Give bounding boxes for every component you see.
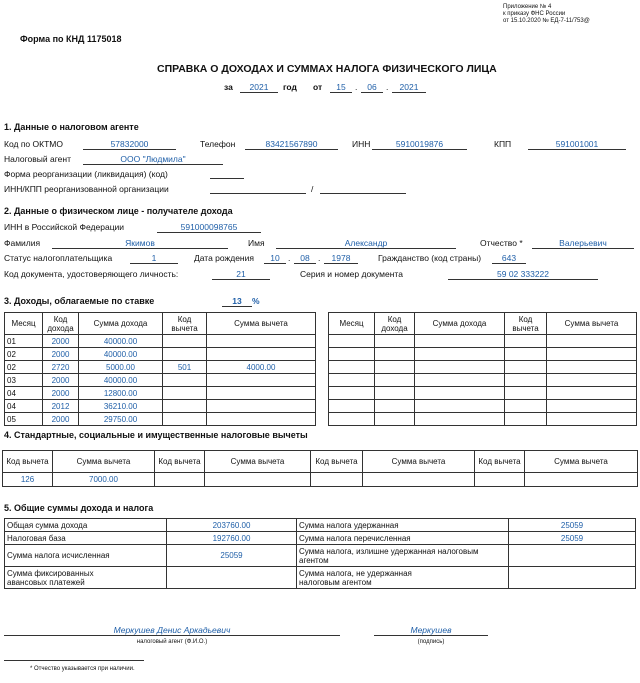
signature-caption: (подпись): [417, 639, 445, 645]
kpp-label: КПП: [494, 139, 512, 149]
cell-empty: [375, 413, 415, 426]
cell-empty: [415, 361, 505, 374]
cell-empty: [505, 374, 547, 387]
tax-rate-percent: %: [252, 296, 260, 306]
agent-fio-value: Меркушев Денис Аркадьевич: [4, 625, 340, 636]
cell-empty: [415, 335, 505, 348]
surname-value: Якимов: [52, 238, 228, 249]
cell-month: 03: [5, 374, 43, 387]
cell-deduction-code: 501: [163, 361, 207, 374]
fixed-advance-label-line: авансовых платежей: [7, 577, 85, 587]
income-table-left: [4, 312, 316, 426]
table-row: [5, 387, 316, 400]
table-row: [329, 335, 637, 348]
status-label: Статус налогоплательщика: [4, 253, 113, 263]
cell-income-code: 2000: [43, 348, 79, 361]
dob-dot: .: [288, 253, 291, 263]
col-deduction-sum: Сумма вычета: [363, 451, 475, 473]
cell-deduction-sum: [207, 335, 316, 348]
col-income-code: Код дохода: [43, 313, 79, 335]
cell-deduction-sum: 7000.00: [53, 473, 155, 487]
dob-dot: .: [318, 253, 321, 263]
table-row: [5, 374, 316, 387]
form-code: Форма по КНД 1175018: [20, 34, 122, 44]
phone-value: 83421567890: [245, 139, 338, 150]
cell-empty: [547, 374, 637, 387]
excess-tax-value: [509, 545, 636, 567]
excess-tax-label-line: агентом: [299, 555, 329, 565]
section5-title: 5. Общие суммы дохода и налога: [4, 503, 154, 513]
tax-withheld-value: 25059: [509, 519, 636, 532]
table-row: [329, 374, 637, 387]
not-withheld-value: [509, 567, 636, 589]
cell-empty: [329, 400, 375, 413]
cell-month: 05: [5, 413, 43, 426]
cell-empty: [505, 335, 547, 348]
cell-income-code: 2720: [43, 361, 79, 374]
citizenship-label: Гражданство (код страны): [378, 253, 482, 263]
report-year: 2021: [240, 82, 278, 93]
not-withheld-label-line: налоговым агентом: [299, 577, 372, 587]
tax-paid-label: Сумма налога перечисленная: [297, 532, 509, 545]
table-row: [329, 348, 637, 361]
appendix-note: [503, 4, 590, 25]
cell-deduction-code: [163, 387, 207, 400]
appendix-line: к приказу ФНС России: [503, 11, 566, 17]
cell-empty: [547, 387, 637, 400]
cell-empty: [547, 361, 637, 374]
agent-fio-caption: налоговый агент (Ф.И.О.): [136, 639, 208, 645]
col-deduction-code: Код вычета: [163, 313, 207, 335]
fixed-advance-label-line: Сумма фиксированных: [7, 568, 94, 578]
col-income-sum: Сумма дохода: [415, 313, 505, 335]
fixed-advance-label: [5, 567, 167, 589]
doc-code-label: Код документа, удостоверяющего личность:: [4, 269, 179, 279]
person-inn-label: ИНН в Российской Федерации: [4, 222, 125, 232]
cell-empty: [155, 473, 205, 487]
reorg-inn-label: ИНН/КПП реорганизованной организации: [4, 184, 169, 194]
oktmo-value: 57832000: [83, 139, 176, 150]
cell-empty: [505, 361, 547, 374]
cell-empty: [329, 387, 375, 400]
cell-empty: [547, 400, 637, 413]
cell-empty: [525, 473, 638, 487]
god-label: год: [283, 82, 297, 92]
footnote: * Отчество указывается при наличии.: [30, 666, 135, 672]
col-month: Месяц: [329, 313, 375, 335]
total-income-label: Общая сумма дохода: [5, 519, 167, 532]
income-table-right: [328, 312, 637, 426]
totals-table: [4, 518, 636, 589]
dob-year: 1978: [324, 253, 358, 264]
patronymic-label-text: Отчество: [480, 238, 517, 248]
cell-income-sum: 5000.00: [79, 361, 163, 374]
col-income-sum: Сумма дохода: [79, 313, 163, 335]
cell-deduction-sum: [207, 387, 316, 400]
col-deduction-sum: Сумма вычета: [547, 313, 637, 335]
cell-empty: [415, 413, 505, 426]
reorg-inn-line: [210, 184, 306, 194]
cell-deduction-code: [163, 400, 207, 413]
cell-empty: [505, 413, 547, 426]
table-row: [5, 400, 316, 413]
reorg-label: Форма реорганизации (ликвидация) (код): [4, 169, 168, 179]
cell-empty: [415, 400, 505, 413]
cell-deduction-code: 126: [3, 473, 53, 487]
agent-inn-label: ИНН: [352, 139, 371, 149]
cell-empty: [475, 473, 525, 487]
reorg-kpp-line: [320, 184, 406, 194]
cell-deduction-sum: 4000.00: [207, 361, 316, 374]
cell-empty: [547, 335, 637, 348]
cell-empty: [329, 374, 375, 387]
doc-code-value: 21: [212, 269, 270, 280]
cell-deduction-code: [163, 348, 207, 361]
section3-title: 3. Доходы, облагаемые по ставке: [4, 296, 155, 306]
cell-empty: [375, 361, 415, 374]
doc-num-label: Серия и номер документа: [300, 269, 403, 279]
cell-empty: [375, 387, 415, 400]
col-deduction-code: Код вычета: [311, 451, 363, 473]
cell-empty: [329, 361, 375, 374]
kpp-value: 591001001: [528, 139, 626, 150]
tax-base-value: 192760.00: [167, 532, 297, 545]
reorg-value-line: [210, 169, 244, 179]
cell-deduction-code: [163, 413, 207, 426]
col-deduction-sum: Сумма вычета: [205, 451, 311, 473]
cell-empty: [505, 387, 547, 400]
section2-title: 2. Данные о физическом лице - получателе дохода: [4, 206, 233, 216]
cell-deduction-code: [163, 374, 207, 387]
name-value: Александр: [276, 238, 456, 249]
dob-label: Дата рождения: [194, 253, 254, 263]
table-row: [329, 387, 637, 400]
cell-income-sum: 12800.00: [79, 387, 163, 400]
cell-empty: [415, 374, 505, 387]
tax-rate-value: 13: [222, 296, 252, 307]
cell-empty: [329, 413, 375, 426]
tax-paid-value: 25059: [509, 532, 636, 545]
cell-income-sum: 40000.00: [79, 374, 163, 387]
table-row: [329, 413, 637, 426]
agent-value: ООО "Людмила": [83, 154, 223, 165]
table-row: [329, 400, 637, 413]
cell-month: 02: [5, 361, 43, 374]
section4-title: 4. Стандартные, социальные и имущественные налоговые вычеты: [4, 430, 308, 440]
citizenship-value: 643: [492, 253, 526, 264]
cell-empty: [375, 335, 415, 348]
cell-income-sum: 29750.00: [79, 413, 163, 426]
reorg-slash: /: [311, 184, 314, 194]
col-month: Месяц: [5, 313, 43, 335]
cell-income-sum: 40000.00: [79, 335, 163, 348]
cell-month: 04: [5, 387, 43, 400]
cell-empty: [415, 387, 505, 400]
col-deduction-code: Код вычета: [505, 313, 547, 335]
cell-empty: [505, 348, 547, 361]
cell-deduction-sum: [207, 400, 316, 413]
table-row: [3, 473, 638, 487]
not-withheld-label-line: Сумма налога, не удержанная: [299, 568, 412, 578]
cell-income-code: 2000: [43, 413, 79, 426]
table-row: [5, 335, 316, 348]
cell-income-code: 2000: [43, 387, 79, 400]
footnote-divider: [4, 660, 144, 661]
col-deduction-sum: Сумма вычета: [525, 451, 638, 473]
cell-income-code: 2000: [43, 374, 79, 387]
excess-tax-label: [297, 545, 509, 567]
cell-empty: [375, 374, 415, 387]
cell-deduction-sum: [207, 348, 316, 361]
agent-inn-value: 5910019876: [372, 139, 467, 150]
col-deduction-code: Код вычета: [155, 451, 205, 473]
tax-base-label: Налоговая база: [5, 532, 167, 545]
name-label: Имя: [248, 238, 265, 248]
person-inn-value: 591000098765: [157, 222, 261, 233]
appendix-line: Приложение № 4: [503, 4, 552, 10]
cell-empty: [375, 348, 415, 361]
col-deduction-code: Код вычета: [3, 451, 53, 473]
tax-calc-label: Сумма налога исчисленная: [5, 545, 167, 567]
date-day: 15: [330, 82, 352, 93]
ot-label: от: [313, 82, 323, 92]
signature-value: Меркушев: [374, 625, 488, 636]
cell-empty: [205, 473, 311, 487]
table-row: [329, 361, 637, 374]
cell-empty: [547, 348, 637, 361]
fixed-advance-value: [167, 567, 297, 589]
surname-label: Фамилия: [4, 238, 41, 248]
phone-label: Телефон: [200, 139, 236, 149]
cell-deduction-sum: [207, 374, 316, 387]
page-title: СПРАВКА О ДОХОДАХ И СУММАХ НАЛОГА ФИЗИЧЕСКОГО ЛИЦА: [157, 63, 497, 75]
col-deduction-sum: Сумма вычета: [207, 313, 316, 335]
date-dot: .: [386, 82, 389, 92]
doc-num-value: 59 02 333222: [448, 269, 598, 280]
cell-empty: [547, 413, 637, 426]
table-row: [5, 361, 316, 374]
date-dot: .: [355, 82, 358, 92]
excess-tax-label-line: Сумма налога, излишне удержанная налоговым: [299, 546, 479, 556]
table-row: [5, 348, 316, 361]
cell-month: 02: [5, 348, 43, 361]
date-year: 2021: [392, 82, 426, 93]
cell-empty: [329, 335, 375, 348]
deductions-table: [2, 450, 638, 487]
cell-empty: [363, 473, 475, 487]
date-month: 06: [361, 82, 383, 93]
cell-income-code: 2000: [43, 335, 79, 348]
cell-deduction-sum: [207, 413, 316, 426]
not-withheld-label: [297, 567, 509, 589]
cell-income-sum: 40000.00: [79, 348, 163, 361]
col-income-code: Код дохода: [375, 313, 415, 335]
cell-deduction-code: [163, 335, 207, 348]
patronymic-star: *: [519, 238, 523, 248]
dob-day: 10: [264, 253, 286, 264]
za-label: за: [224, 82, 233, 92]
appendix-line: от 15.10.2020 № ЕД-7-11/753@: [503, 18, 590, 24]
cell-empty: [311, 473, 363, 487]
cell-income-code: 2012: [43, 400, 79, 413]
cell-empty: [415, 348, 505, 361]
dob-month: 08: [294, 253, 316, 264]
col-deduction-code: Код вычета: [475, 451, 525, 473]
agent-label: Налоговый агент: [4, 154, 71, 164]
col-deduction-sum: Сумма вычета: [53, 451, 155, 473]
status-value: 1: [130, 253, 178, 264]
section1-title: 1. Данные о налоговом агенте: [4, 122, 139, 132]
oktmo-label: Код по ОКТМО: [4, 139, 63, 149]
cell-empty: [505, 400, 547, 413]
cell-income-sum: 36210.00: [79, 400, 163, 413]
tax-withheld-label: Сумма налога удержанная: [297, 519, 509, 532]
table-row: [5, 413, 316, 426]
cell-empty: [375, 400, 415, 413]
cell-month: 04: [5, 400, 43, 413]
tax-calc-value: 25059: [167, 545, 297, 567]
total-income-value: 203760.00: [167, 519, 297, 532]
patronymic-value: Валерьевич: [532, 238, 634, 249]
patronymic-label: [480, 238, 523, 248]
cell-empty: [329, 348, 375, 361]
cell-month: 01: [5, 335, 43, 348]
